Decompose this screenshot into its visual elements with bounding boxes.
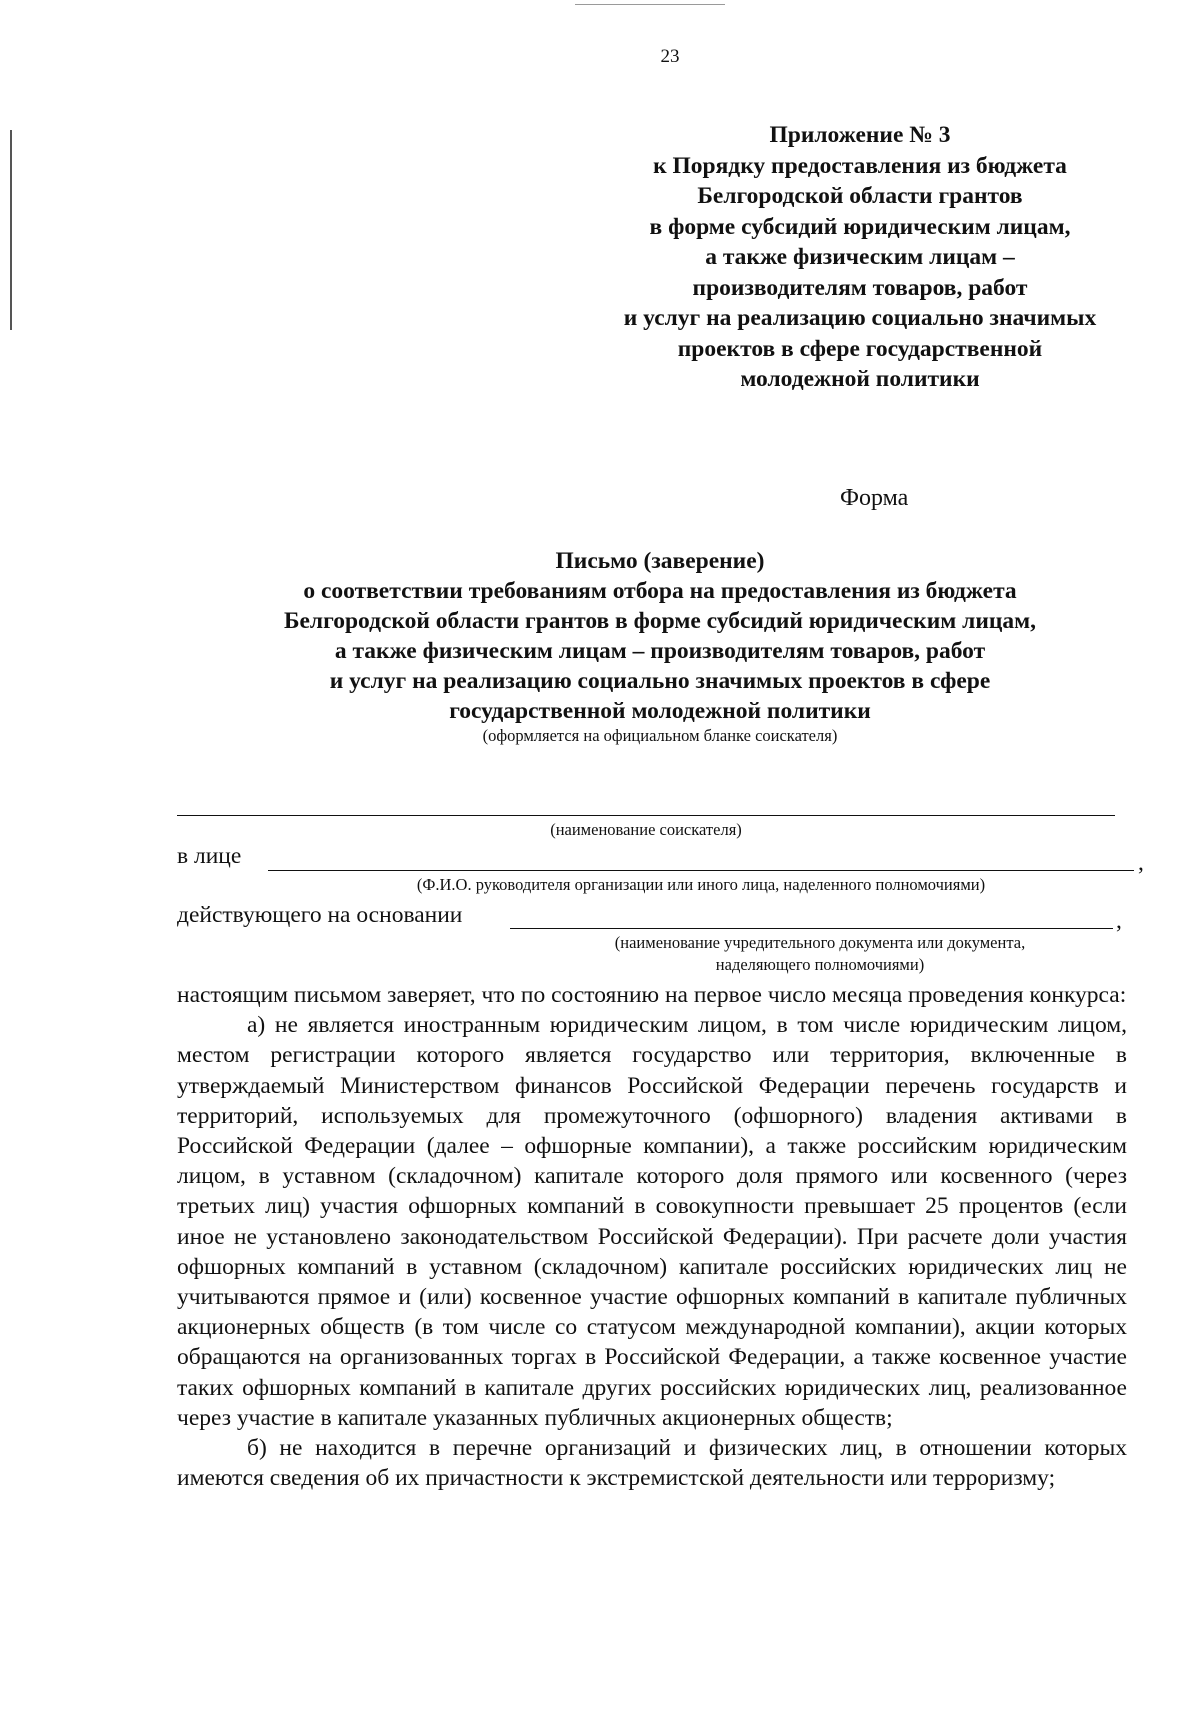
- person-comma: ,: [1138, 850, 1144, 876]
- person-caption: (Ф.И.О. руководителя организации или иного лица, наделенного полномочиями): [416, 875, 986, 894]
- appendix-line: проектов в сфере государственной: [677, 335, 1043, 362]
- basis-caption-1: (наименование учредительного документа или документа,: [614, 933, 1026, 952]
- letter-title: [170, 546, 1150, 746]
- appendix-header: [600, 120, 1120, 395]
- letter-title-line: о соответствии требованиям отбора на предоставления из бюджета: [303, 578, 1017, 604]
- basis-comma: ,: [1116, 908, 1122, 934]
- letter-title-line: государственной молодежной политики: [449, 698, 871, 724]
- body-item-a: а) не является иностранным юридическим лицом, в том числе юридическим лицом, местом регистрации которого является государство или территория, включенные в утверждаемый Министерством финансов Российской Федерации перечень государств и территорий, используемых для промежуточного (офшорного) владения активами в Российской Федерации (далее – офшорные компании), а также российским юридическим лицом, в уставном (складочном) капитале которого доля прямого или косвенного (через третьих лиц) участия офшорных компаний в совокупности превышает 25 процентов (если иное не установлено законодательством Российской Федерации). При расчете доли участия офшорных компаний в уставном (складочном) капитале российских юридических лиц не учитываются прямое и (или) косвенное участие офшорных компаний в капитале публичных акционерных обществ (в том числе со статусом международной компании), акции которых обращаются на организованных торгах в Российской Федерации, а также косвенное участие таких офшорных компаний в капитале других российских юридических лиц, реализованное через участие в капитале указанных публичных акционерных обществ;: [177, 1012, 1127, 1431]
- appendix-line: к Порядку предоставления из бюджета: [653, 152, 1067, 179]
- page-number: 23: [660, 46, 680, 67]
- applicant-name-line: [177, 815, 1115, 816]
- appendix-line: и услуг на реализацию социально значимых: [623, 305, 1097, 331]
- letter-title-line: и услуг на реализацию социально значимых проектов в сфере: [329, 668, 991, 694]
- appendix-line: Белгородской области грантов: [697, 183, 1023, 209]
- basis-label: действующего на основании: [177, 902, 463, 928]
- appendix-line: производителям товаров, работ: [692, 274, 1028, 301]
- letter-title-note: (оформляется на официальном бланке соискателя): [482, 726, 838, 745]
- basis-caption-2: наделяющего полномочиями): [715, 955, 925, 974]
- person-name-line: [268, 870, 1134, 871]
- letter-title-line: Белгородской области грантов в форме субсидий юридическим лицам,: [283, 608, 1037, 634]
- form-label: Форма: [840, 485, 909, 511]
- body-intro: настоящим письмом заверяет, что по состоянию на первое число месяца проведения конкурса:: [177, 982, 1127, 1008]
- body-item-b: б) не находится в перечне организаций и физических лиц, в отношении которых имеются сведения об их причастности к экстремистской деятельности или терроризму;: [177, 1435, 1127, 1492]
- appendix-line: Приложение № 3: [769, 122, 951, 148]
- basis-document-line: [510, 928, 1113, 929]
- appendix-line: молодежной политики: [740, 366, 980, 392]
- body-text: [177, 980, 1127, 1493]
- scan-artifact-left: [10, 130, 12, 330]
- letter-title-line: Письмо (заверение): [555, 548, 765, 574]
- scan-artifact-top: [575, 4, 725, 5]
- person-label: в лице: [177, 843, 242, 869]
- appendix-line: а также физическим лицам –: [705, 244, 1015, 270]
- letter-title-line: а также физическим лицам – производителям товаров, работ: [334, 638, 986, 664]
- applicant-caption: (наименование соискателя): [550, 820, 742, 839]
- appendix-line: в форме субсидий юридическим лицам,: [649, 213, 1071, 240]
